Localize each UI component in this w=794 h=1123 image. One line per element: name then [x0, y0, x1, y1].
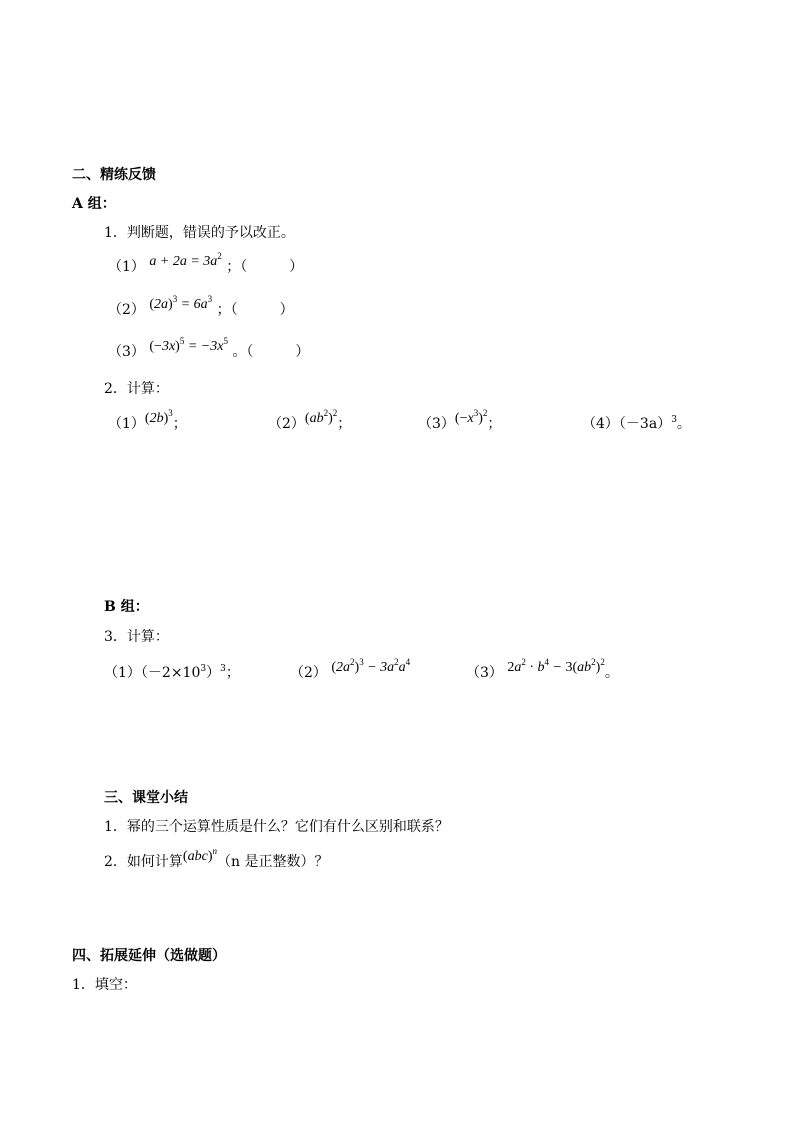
item-number: （1）	[104, 665, 141, 681]
math-expression: $(-3x)^5 = -3x^5$	[149, 336, 228, 354]
q2-item-4	[582, 414, 691, 434]
item-number: （1）	[108, 416, 145, 432]
item-number: （4）	[582, 416, 619, 432]
item-number: （3）	[418, 416, 455, 432]
math-expression: $2a^2 \cdot b^4 - 3(ab^2)^2$	[507, 657, 605, 675]
math-expression: $(ab^2)^2$	[304, 408, 338, 426]
math-expression: $(-x^3)^2$	[454, 408, 488, 426]
math-expression: $(-2\times 10^3)^3$	[140, 664, 226, 681]
item-number: （2）	[290, 665, 327, 681]
item-number: （2）	[108, 302, 145, 318]
math-expression: $a + 2a = 3a^2$	[149, 251, 222, 269]
math-expression: (abc)$^n$	[182, 846, 217, 864]
q1-item-2	[108, 294, 294, 321]
q3-item-3	[466, 657, 619, 684]
punctuation: 。	[676, 416, 691, 432]
answer-blank[interactable]: ；（ ）	[216, 302, 294, 318]
section-4-title: 四、拓展延伸（选做题）	[72, 948, 226, 964]
punctuation: ；	[337, 416, 352, 432]
item-number: （2）	[268, 416, 305, 432]
item-number: （3）	[466, 665, 503, 681]
math-expression: $(2a)^3 = 6a^3$	[149, 294, 213, 312]
punctuation: ；	[225, 665, 240, 681]
extension-question-1: 1．填空：	[72, 977, 137, 993]
answer-blank[interactable]: 。（ ）	[232, 344, 310, 360]
item-number: （3）	[108, 344, 145, 360]
section-2-title: 二、精练反馈	[72, 167, 156, 183]
math-expression: $(2a^2)^3 - 3a^2a^4$	[331, 657, 411, 675]
q2-item-1	[108, 408, 187, 435]
q1-item-1	[108, 251, 304, 278]
summary-question-2	[104, 846, 329, 873]
math-expression: $(2b)^3$	[144, 408, 173, 426]
punctuation: ；	[487, 416, 502, 432]
q2-item-3	[418, 408, 502, 435]
summary-question-1: 1．幂的三个运算性质是什么？它们有什么区别和联系？	[104, 819, 449, 835]
question-2-prompt: 2．计算：	[104, 381, 169, 397]
q3-item-1	[104, 663, 240, 683]
group-b-label: B 组：	[104, 599, 149, 615]
question-3-prompt: 3．计算：	[104, 629, 169, 645]
q1-item-3	[108, 336, 310, 363]
answer-blank[interactable]: ；（ ）	[226, 259, 304, 275]
q3-item-2	[290, 657, 411, 684]
math-expression: $(-3a)^3$	[618, 415, 677, 432]
question-1-prompt: 1．判断题，错误的予以改正。	[104, 225, 295, 241]
punctuation: 。	[604, 665, 619, 681]
group-a-label: A 组：	[72, 196, 116, 212]
question-text-tail: （n 是正整数）？	[216, 854, 329, 870]
section-3-title: 三、课堂小结	[104, 790, 188, 806]
question-text: 2．如何计算	[104, 854, 183, 870]
q2-item-2	[268, 408, 352, 435]
punctuation: ；	[172, 416, 187, 432]
item-number: （1）	[108, 259, 145, 275]
